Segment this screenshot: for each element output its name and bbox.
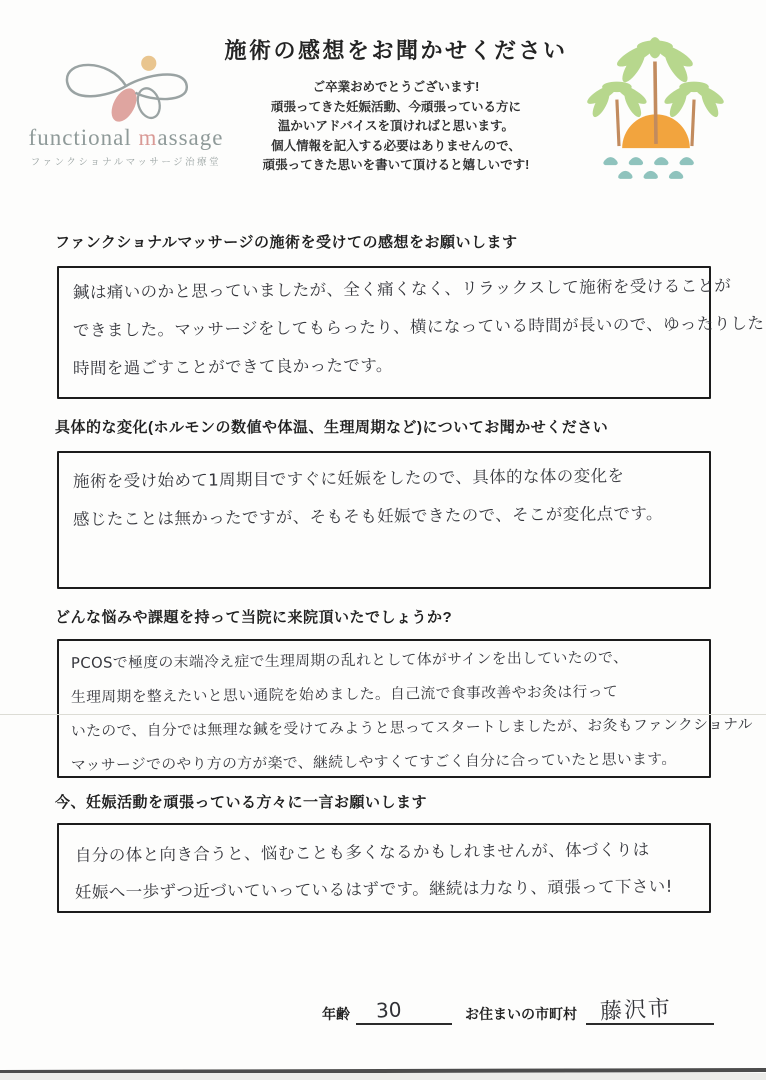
scan-artifact-line [0, 714, 766, 715]
section-heading-message: 今、妊娠活動を頑張っている方々に一言お願いします [55, 794, 428, 811]
scanner-background [0, 1073, 766, 1080]
handwriting-line: 妊娠へ一歩ずつ近づいていっているはずです。継続は力なり、頑張って下さい! [74, 876, 673, 902]
intro-line: 頑張ってきた思いを書いて頂けると嬉しいです! [262, 158, 530, 172]
age-underline [356, 1023, 452, 1025]
handwriting-line: できました。マッサージをしてもらったり、横になっている時間が長いので、ゆったりした [72, 313, 765, 340]
age-label: 年齢 [322, 1006, 350, 1022]
handwriting-line: 自分の体と向き合うと、悩むことも多くなるかもしれませんが、体づくりは [74, 839, 650, 865]
handwriting-line: いたので、自分では無理な鍼を受けてみようと思ってスタートしましたが、お灸もファンクショナル [70, 715, 753, 740]
city-label: お住まいの市町村 [465, 1006, 577, 1022]
brand-subtitle: ファンクショナルマッサージ治療堂 [30, 157, 222, 168]
answer-box-impressions [57, 266, 765, 399]
handwriting-line: 鍼は痛いのかと思っていましたが、全く痛くなく、リラックスして施術を受けることが [72, 276, 732, 302]
intro-line: 温かいアドバイスを頂ければと思います。 [277, 119, 515, 133]
intro-line: 個人情報を記入する必要はありませんので、 [271, 138, 521, 153]
intro-line: 頑張ってきた妊娠活動、今頑張っている方に [270, 99, 521, 114]
handwriting-line: 生理周期を整えたいと思い通院を始めました。自己流で食事改善やお灸は行って [70, 683, 619, 706]
intro-line: ご卒業おめでとうございます! [312, 80, 480, 94]
handwriting-line: 時間を過ごすことができて良かったです。 [72, 355, 393, 378]
age-value: 30 [375, 997, 403, 1023]
palm-island-icon [586, 34, 726, 182]
answer-box-changes [57, 451, 711, 589]
city-value: 藤沢市 [599, 996, 673, 1025]
handwriting-line: 感じたことは無かったですが、そもそも妊娠できたので、そこが変化点です。 [72, 503, 663, 529]
intro-text [178, 78, 614, 176]
handwriting-line: PCOSで極度の末端冷え症で生理周期の乱れとして体がサインを出していたので、 [70, 649, 629, 672]
handwriting-line: 施術を受け始めて1周期目ですぐに妊娠をしたので、具体的な体の変化を [72, 466, 625, 491]
section-heading-impressions: ファンクショナルマッサージの施術を受けての感想をお願いします [55, 234, 518, 251]
answer-box-message [57, 823, 711, 913]
page-title: 施術の感想をお聞かせください [224, 38, 568, 63]
handwriting-line: マッサージでのやり方の方が楽で、継続しやすくてすごく自分に合っていたと思います。 [70, 750, 677, 774]
brand-name: functional massage [28, 125, 224, 150]
answer-box-concerns [57, 639, 753, 778]
section-heading-concerns: どんな悩みや課題を持って当院に来院頂いたでしょうか? [55, 609, 453, 626]
section-heading-changes: 具体的な変化(ホルモンの数値や体温、生理周期など)についてお聞かせください [55, 419, 609, 436]
